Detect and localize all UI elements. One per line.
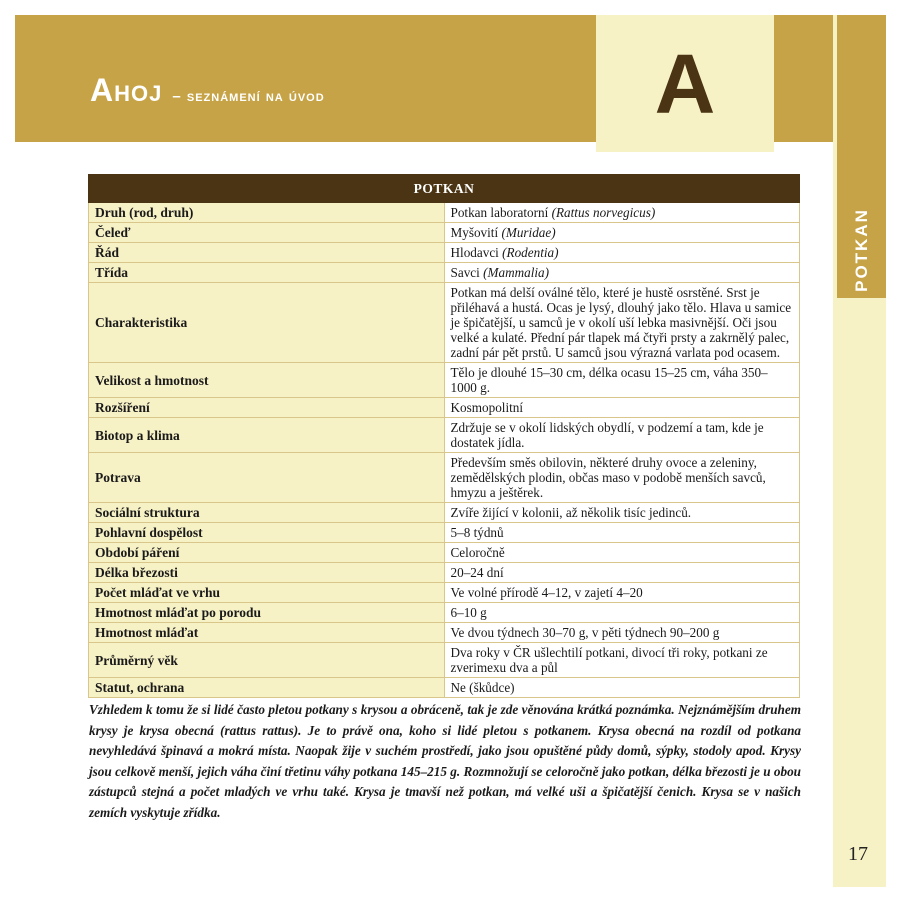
table-row xyxy=(89,418,800,453)
table-row xyxy=(89,398,800,418)
row-label: Rozšíření xyxy=(89,398,445,418)
row-label: Čeleď xyxy=(89,223,445,243)
row-label: Průměrný věk xyxy=(89,643,445,678)
table-row xyxy=(89,678,800,698)
row-value-text: Tělo je dlouhé 15–30 cm, délka ocasu 15–25 cm, váha 350–1000 g. xyxy=(450,365,768,395)
row-value xyxy=(444,563,800,583)
row-value xyxy=(444,543,800,563)
row-value-text: Ne (škůdce) xyxy=(450,680,515,695)
table-header-row xyxy=(89,175,800,203)
krysa-note: Vzhledem k tomu že si lidé často pletou potkany s krysou a obráceně, tak je zde věnována krátká poznámka. Nejznámějším druhem krysy je krysa obecná (rattus rattus). Je to právě ona, koho si lidé pletou s potkanem. Krysa obecná na rozdíl od potkana nevyhledává špinavá a mokrá místa. Naopak žije v suchém prostředí, jako jsou opuštěné půdy domů, sýpky, stodoly apod. Krysy jsou celkově menší, jejich váha činí třetinu váhy potkana 145–215 g. Rozmnožují se celoročně jako potkan, délka březosti je u obou zástupců stejná a počet mladých ve vrhu také. Krysa je tmavší než potkan, má velké uši a špičatější čenich. Krysa se v našich zemích vyskytuje zřídka. xyxy=(89,702,801,820)
row-value-text: Kosmopolitní xyxy=(450,400,524,415)
row-value xyxy=(444,418,800,453)
row-value-text: 5–8 týdnů xyxy=(450,525,504,540)
table-row xyxy=(89,563,800,583)
row-value-text: 20–24 dní xyxy=(450,565,504,580)
title-subtitle: – seznámení na úvod xyxy=(172,88,325,105)
row-label: Třída xyxy=(89,263,445,283)
row-value xyxy=(444,603,800,623)
row-value xyxy=(444,398,800,418)
row-label: Období páření xyxy=(89,543,445,563)
row-value xyxy=(444,203,800,223)
row-value-text: Dva roky v ČR ušlechtilí potkani, divocí tři roky, potkani ze zverimexu dva a půl xyxy=(450,645,768,675)
table-row xyxy=(89,603,800,623)
page-title xyxy=(90,72,325,109)
row-value-latin: (Muridae) xyxy=(501,225,556,240)
row-value-latin: (Rodentia) xyxy=(502,245,559,260)
table-row xyxy=(89,223,800,243)
table-row xyxy=(89,263,800,283)
table-body xyxy=(89,203,800,698)
row-value-text: Zvíře žijící v kolonii, až několik tisíc jedinců. xyxy=(450,505,692,520)
row-value xyxy=(444,623,800,643)
side-tab-label: POTKAN xyxy=(852,208,871,292)
table-row xyxy=(89,363,800,398)
row-value-text: Celoročně xyxy=(450,545,505,560)
row-label: Hmotnost mláďat po porodu xyxy=(89,603,445,623)
row-label: Pohlavní dospělost xyxy=(89,523,445,543)
row-value-text: Ve dvou týdnech 30–70 g, v pěti týdnech 90–200 g xyxy=(450,625,720,640)
row-label: Druh (rod, druh) xyxy=(89,203,445,223)
row-label: Velikost a hmotnost xyxy=(89,363,445,398)
row-label: Sociální struktura xyxy=(89,503,445,523)
row-value-text: Potkan má delší oválné tělo, které je hustě osrstěné. Srst je přiléhavá a hustá. Ocas je lysý, dlouhý jako tělo. Hlava u samice je špičatější, u samců je v okolí uší lebka masivnější. Oči jsou velké a kulaté. Přední pár tlapek má čtyři prsty a zakrnělý palec, zadní pár pět prstů. U samců jsou výrazná varlata pod ocasem. xyxy=(450,285,792,360)
row-value-text: Myšovití xyxy=(450,225,502,240)
table-row xyxy=(89,623,800,643)
table-row xyxy=(89,243,800,263)
row-value-text: Zdržuje se v okolí lidských obydlí, v podzemí a tam, kde je dostatek jídla. xyxy=(450,420,764,450)
table-row xyxy=(89,643,800,678)
row-label: Řád xyxy=(89,243,445,263)
row-label: Statut, ochrana xyxy=(89,678,445,698)
chapter-letter-box xyxy=(596,15,774,152)
row-value-text: Hlodavci xyxy=(450,245,503,260)
row-value xyxy=(444,243,800,263)
table-row xyxy=(89,523,800,543)
row-label: Počet mláďat ve vrhu xyxy=(89,583,445,603)
chapter-letter: A xyxy=(654,36,716,131)
table-row xyxy=(89,453,800,503)
row-value xyxy=(444,503,800,523)
row-value xyxy=(444,523,800,543)
row-value xyxy=(444,453,800,503)
row-value xyxy=(444,678,800,698)
row-value xyxy=(444,583,800,603)
row-value-text: 6–10 g xyxy=(450,605,487,620)
row-value-text: Ve volné přírodě 4–12, v zajetí 4–20 xyxy=(450,585,643,600)
table-row xyxy=(89,543,800,563)
table-heading: POTKAN xyxy=(89,175,800,203)
row-label: Délka březosti xyxy=(89,563,445,583)
row-value xyxy=(444,263,800,283)
row-value-latin: (Mammalia) xyxy=(483,265,550,280)
title-main: Ahoj xyxy=(90,72,163,108)
row-value-text: Především směs obilovin, některé druhy ovoce a zeleniny, zemědělských plodin, občas maso v podobě menších savců, hmyzu a ještěrek. xyxy=(450,455,766,500)
table-row xyxy=(89,583,800,603)
row-label: Potrava xyxy=(89,453,445,503)
row-value xyxy=(444,363,800,398)
row-value-latin: (Rattus norvegicus) xyxy=(551,205,656,220)
species-info-table xyxy=(88,174,800,698)
table-row xyxy=(89,283,800,363)
table-row xyxy=(89,503,800,523)
table-row xyxy=(89,203,800,223)
row-value xyxy=(444,283,800,363)
row-value-text: Savci xyxy=(450,265,484,280)
row-value-text: Potkan laboratorní xyxy=(450,205,552,220)
row-label: Biotop a klima xyxy=(89,418,445,453)
row-label: Charakteristika xyxy=(89,283,445,363)
row-label: Hmotnost mláďat xyxy=(89,623,445,643)
row-value xyxy=(444,223,800,243)
row-value xyxy=(444,643,800,678)
page-number: 17 xyxy=(848,843,868,865)
